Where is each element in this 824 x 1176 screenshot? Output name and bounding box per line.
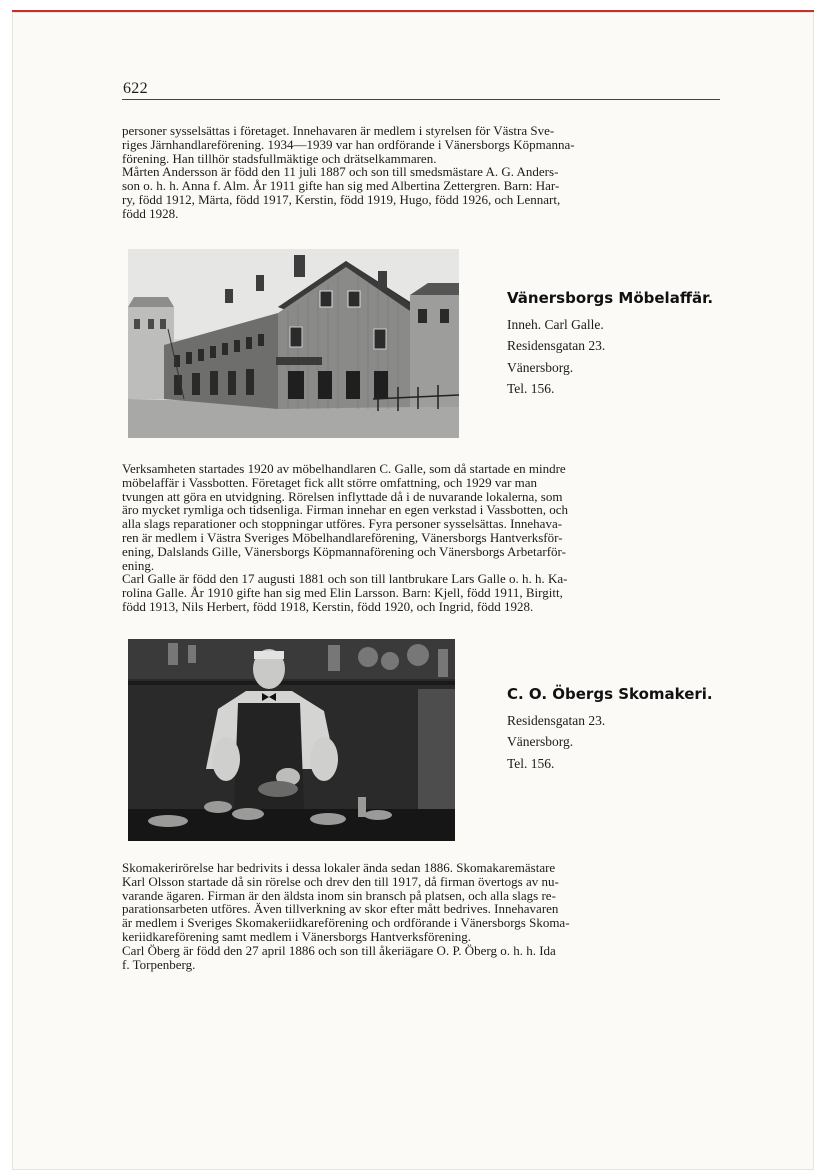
text-line: möbelaffär i Vassbotten. Företaget fick allt större omfattning, och 1929 var man (122, 474, 538, 490)
text-line: ren är medlem i Västra Sveriges Möbelhandlareförening, Vänersborgs Hantverksför- (122, 529, 563, 545)
text-line: ening, Dalslands Gille, Vänersborgs Köpmannaförening och Vänersborgs Arbetarför- (122, 543, 566, 559)
text-line: son o. h. h. Anna f. Alm. År 1911 gifte han sig med Albertina Zettergren. Barn: Har- (122, 178, 560, 194)
text-line: ening. (122, 557, 155, 573)
text-line: f. Torpenberg. (122, 956, 196, 972)
shoemaker-photo (128, 639, 455, 841)
text-line: Karl Olsson startade då sin rörelse och drev den till 1917, då firman övertogs av nu- (122, 873, 559, 889)
business2-street: Residensgatan 23. (507, 712, 606, 728)
business1-address (507, 288, 713, 400)
business1-phone: Tel. 156. (507, 381, 555, 396)
business2-name: C. O. Öbergs Skomakeri. (507, 685, 713, 703)
text-line: Verksamheten startades 1920 av möbelhandlaren C. Galle, som då startade en mindre (122, 461, 566, 476)
text-line: Carl Galle är född den 17 augusti 1881 och son till lantbrukare Lars Galle o. h. h. Ka- (122, 571, 568, 587)
text-line: är medlem i Sveriges Skomakeriidkareförening och ordförande i Vänersborgs Skoma- (122, 915, 570, 931)
intro-text (122, 124, 720, 221)
text-line: parationsarbeten utföres. Även tillverkning av skor efter mått bedrives. Innehavaren (122, 901, 559, 917)
text-line: född 1913, Nils Herbert, född 1918, Kerstin, född 1920, och Ingrid, född 1928. (122, 598, 534, 614)
building-illustration (128, 249, 459, 438)
business2-address (507, 684, 713, 774)
page-number: 622 (123, 80, 148, 97)
text-line: ry, född 1912, Märta, född 1917, Kerstin, född 1919, Hugo, född 1926, och Lennart, (122, 191, 561, 207)
business1-city: Vänersborg. (507, 359, 574, 375)
text-line: äro mycket rymliga och tidsenliga. Firman innehar en egen verkstad i Vassbotten, och (122, 502, 568, 518)
text-line: Carl Öberg är född den 27 april 1886 och son till åkeriägare O. P. Öberg o. h. h. Ida (122, 942, 556, 958)
building-photo (128, 249, 459, 438)
text-line: rolina Galle. År 1910 gifte han sig med Elin Larsson. Barn: Kjell, född 1911, Birgitt, (122, 585, 563, 601)
text-line: personer sysselsättas i företaget. Innehavaren är medlem i styrelsen för Västra Sve- (122, 123, 555, 138)
text-line: varande ägaren. Firman är den äldsta inom sin bransch på platsen, och alla slags re- (122, 887, 556, 903)
shoemaker-illustration (128, 639, 455, 841)
header-rule (122, 99, 720, 100)
text-line: keriidkareförening samt medlem i Vänersborgs Hantverksförening. (122, 928, 471, 944)
text-line: alla slags reparationer och stoppningar utföres. Fyra personer sysselsättas. Innehava- (122, 516, 563, 532)
text-line: förening. Han tillhör stadsfullmäktige och drätselkammaren. (122, 150, 437, 166)
text-line: tvungen att göra en utvidgning. Rörelsen inflyttade då i de nuvarande lokalerna, som (122, 488, 563, 504)
business1-text (122, 462, 720, 614)
business1-street: Residensgatan 23. (507, 338, 606, 353)
text-line: född 1928. (122, 205, 179, 221)
business2-phone: Tel. 156. (507, 755, 555, 771)
business2-city: Vänersborg. (507, 734, 574, 749)
business1-owner: Inneh. Carl Galle. (507, 316, 604, 332)
text-line: Skomakerirörelse har bedrivits i dessa lokaler ända sedan 1886. Skomakaremästare (122, 860, 556, 875)
text-line: riges Järnhandlareförening. 1934—1939 var han ordförande i Vänersborgs Köpmanna- (122, 136, 575, 152)
text-line: Mårten Andersson är född den 11 juli 1887 och son till smedsmästare A. G. Anders- (122, 164, 559, 180)
business1-name: Vänersborgs Möbelaffär. (507, 289, 714, 307)
business2-text (122, 861, 720, 971)
